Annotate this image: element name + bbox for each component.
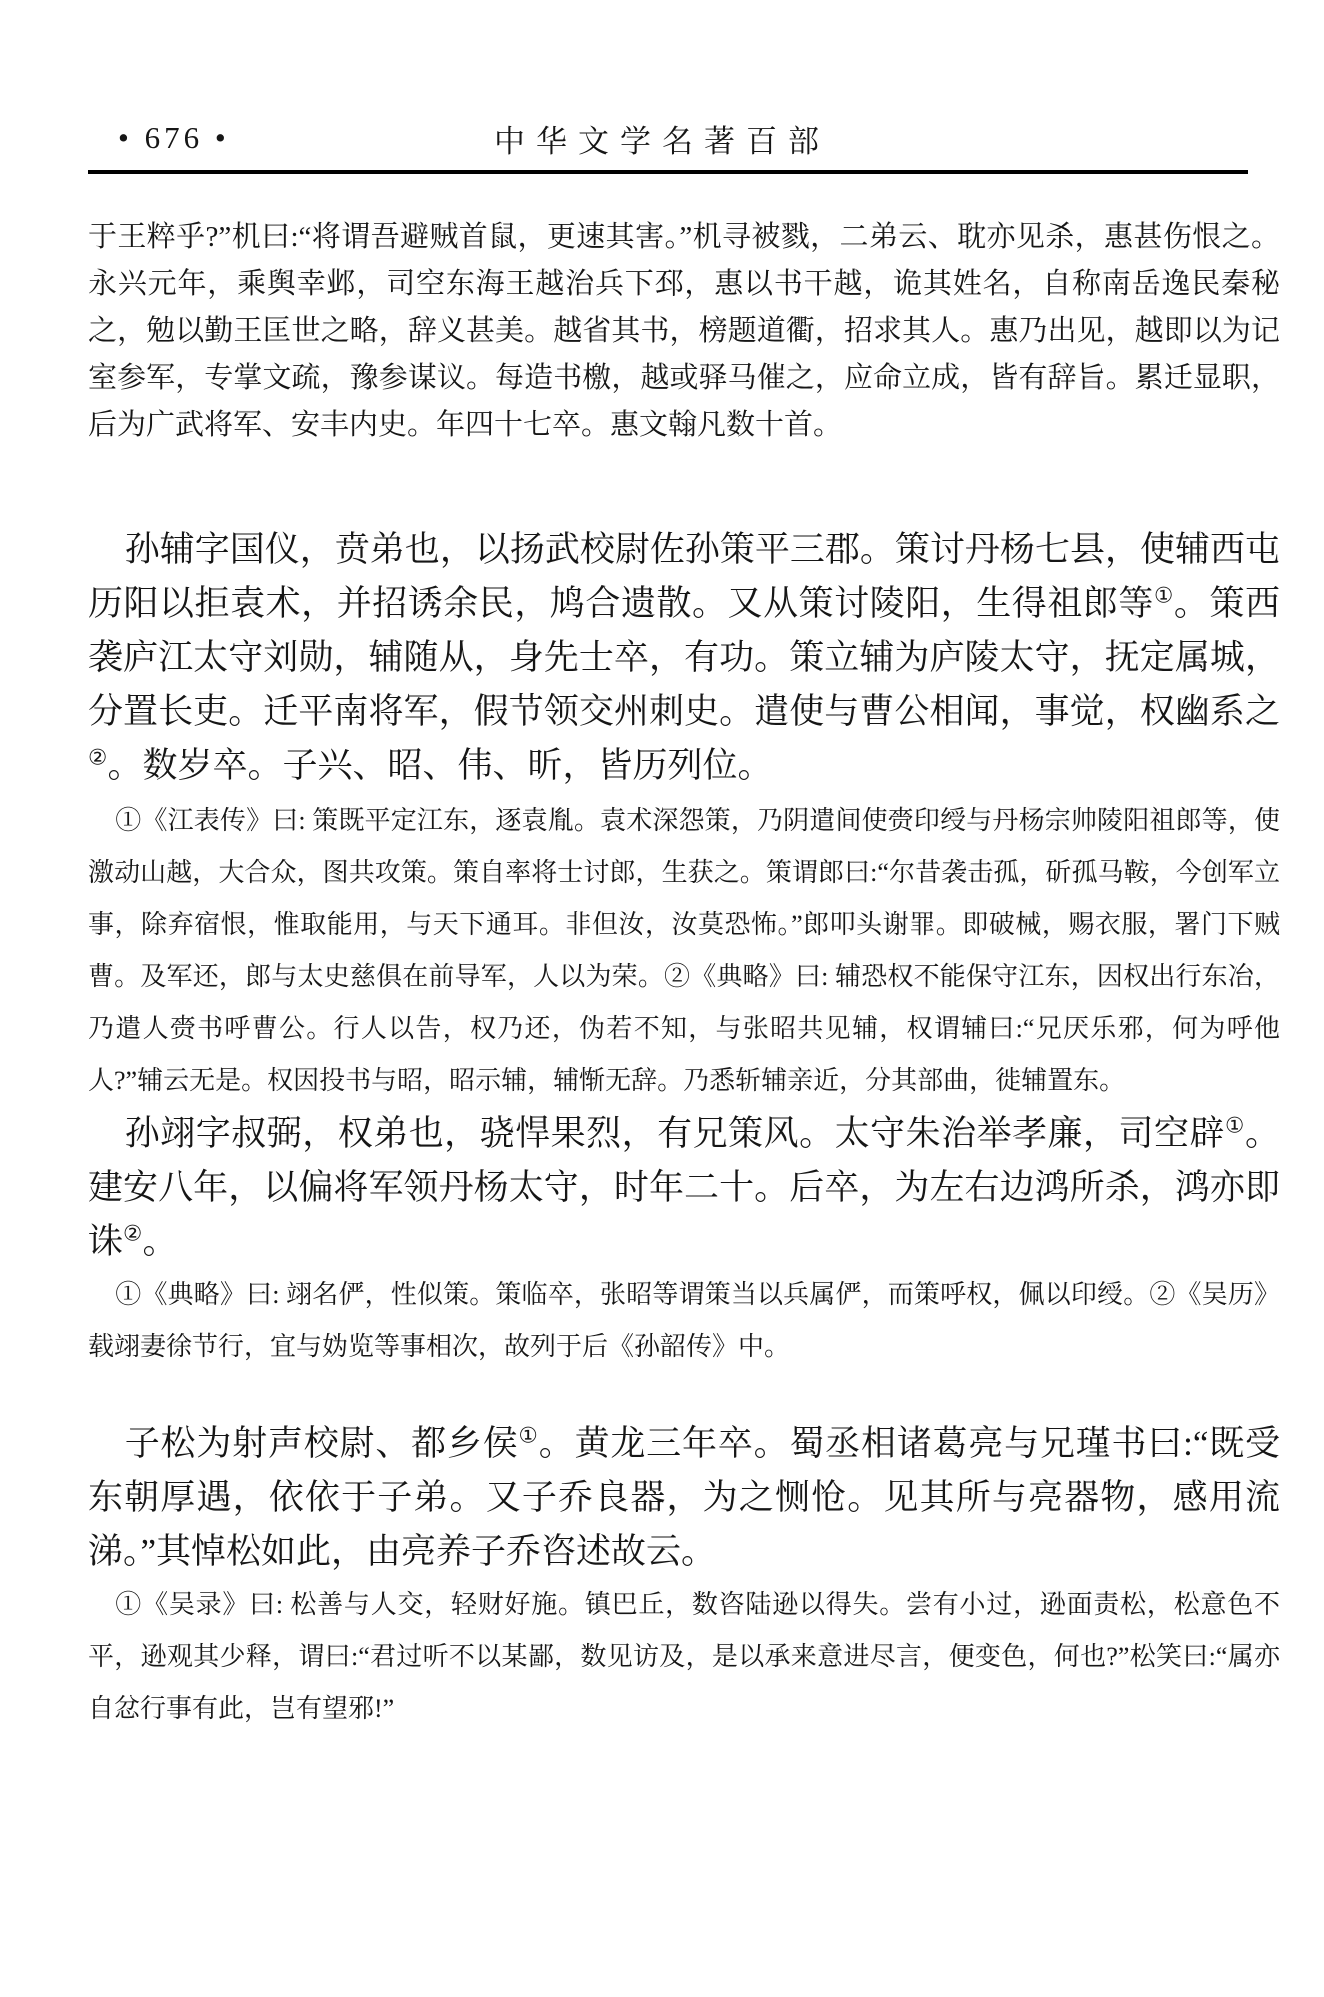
page-number: • 676 • bbox=[118, 120, 230, 155]
note-reference: ② bbox=[123, 1221, 143, 1246]
paragraph-sunfu-biography: 孙辅字国仪，贲弟也，以扬武校尉佐孙策平三郡。策讨丹杨七县，使辅西屯历阳以拒袁术，并招诱余民，鸠合遗散。又从策讨陵阳，生得祖郎等①。策西袭庐江太守刘勋，辅随从，身先士卒，有功。策立辅为庐陵太守，抚定属城，分置长吏。迁平南将军，假节领交州刺史。遣使与曹公相闻，事觉，权幽系之②。数岁卒。子兴、昭、伟、昕，皆历列位。 bbox=[88, 530, 1280, 785]
annotation-jiangbiaozhuan-dianlue: ①《江表传》曰: 策既平定江东，逐袁胤。袁术深怨策，乃阴遣间使赍印绶与丹杨宗帅陵阳祖郎等，使激动山越，大合众，图共攻策。策自率将士讨郎，生获之。策谓郎曰:“尔昔袭击孤，斫孤马鞍，今创军立事，除弃宿恨，惟取能用，与天下通耳。非但汝，汝莫恐怖。”郎叩头谢罪。即破械，赐衣服，署门下贼曹。及军还，郎与太史慈俱在前导军，人以为荣。②《典略》曰: 辅恐权不能保守江东，因权出行东冶，乃遣人赍书呼曹公。行人以告，权乃还，伪若不知，与张昭共见辅，权谓辅曰:“兄厌乐邪，何为呼他人?”辅云无是。权因投书与昭，昭示辅，辅惭无辞。乃悉斩辅亲近，分其部曲，徙辅置东。 bbox=[88, 806, 1280, 1095]
page-header bbox=[0, 116, 1324, 160]
paragraph-sunyi-biography: 孙翊字叔弼，权弟也，骁悍果烈，有兄策风。太守朱治举孝廉，司空辟①。建安八年，以偏将军领丹杨太守，时年二十。后卒，为左右边鸿所杀，鸿亦即诛②。 bbox=[88, 1113, 1280, 1261]
note-reference: ② bbox=[88, 745, 108, 770]
paragraph-zisong-biography: 子松为射声校尉、都乡侯①。黄龙三年卒。蜀丞相诸葛亮与兄瑾书曰:“既受东朝厚遇，依依于子弟。又子乔良器，为之恻怆。见其所与亮器物，感用流涕。”其悼松如此，由亮养子乔咨述故云。 bbox=[88, 1423, 1280, 1571]
paragraph-continuation-text: 于王粹乎?”机曰:“将谓吾避贼首鼠，更速其害。”机寻被戮，二弟云、耽亦见杀，惠甚伤恨之。永兴元年，乘舆幸邺，司空东海王越治兵下邳，惠以书干越，诡其姓名，自称南岳逸民秦秘之，勉以勤王匡世之略，辞义甚美。越省其书，榜题道衢，招求其人。惠乃出见，越即以为记室参军，专掌文疏，豫参谋议。每造书檄，越或驿马催之，应命立成，皆有辞旨。累迁显职，后为广武将军、安丰内史。年四十七卒。惠文翰凡数十首。 bbox=[88, 221, 1280, 441]
annotation-wulu: ①《吴录》曰: 松善与人交，轻财好施。镇巴丘，数咨陆逊以得失。尝有小过，逊面责松，松意色不平，逊观其少释，谓曰:“君过听不以某鄙，数见访及，是以承来意进尽言，便变色，何也?”松笑曰:“属亦自忿行事有此，岂有望邪!” bbox=[88, 1590, 1280, 1723]
header-rule bbox=[88, 170, 1248, 174]
note-reference: ① bbox=[1153, 583, 1174, 608]
note-reference: ① bbox=[518, 1423, 539, 1448]
page-body bbox=[88, 196, 1280, 1735]
annotation-dianlue-wuli: ①《典略》曰: 翊名俨，性似策。策临卒，张昭等谓策当以兵属俨，而策呼权，佩以印绶。②《吴历》载翊妻徐节行，宜与妫览等事相次，故列于后《孙韶传》中。 bbox=[88, 1280, 1280, 1361]
book-title: 中华文学名著百部 bbox=[494, 124, 830, 159]
note-reference: ① bbox=[1225, 1113, 1245, 1138]
